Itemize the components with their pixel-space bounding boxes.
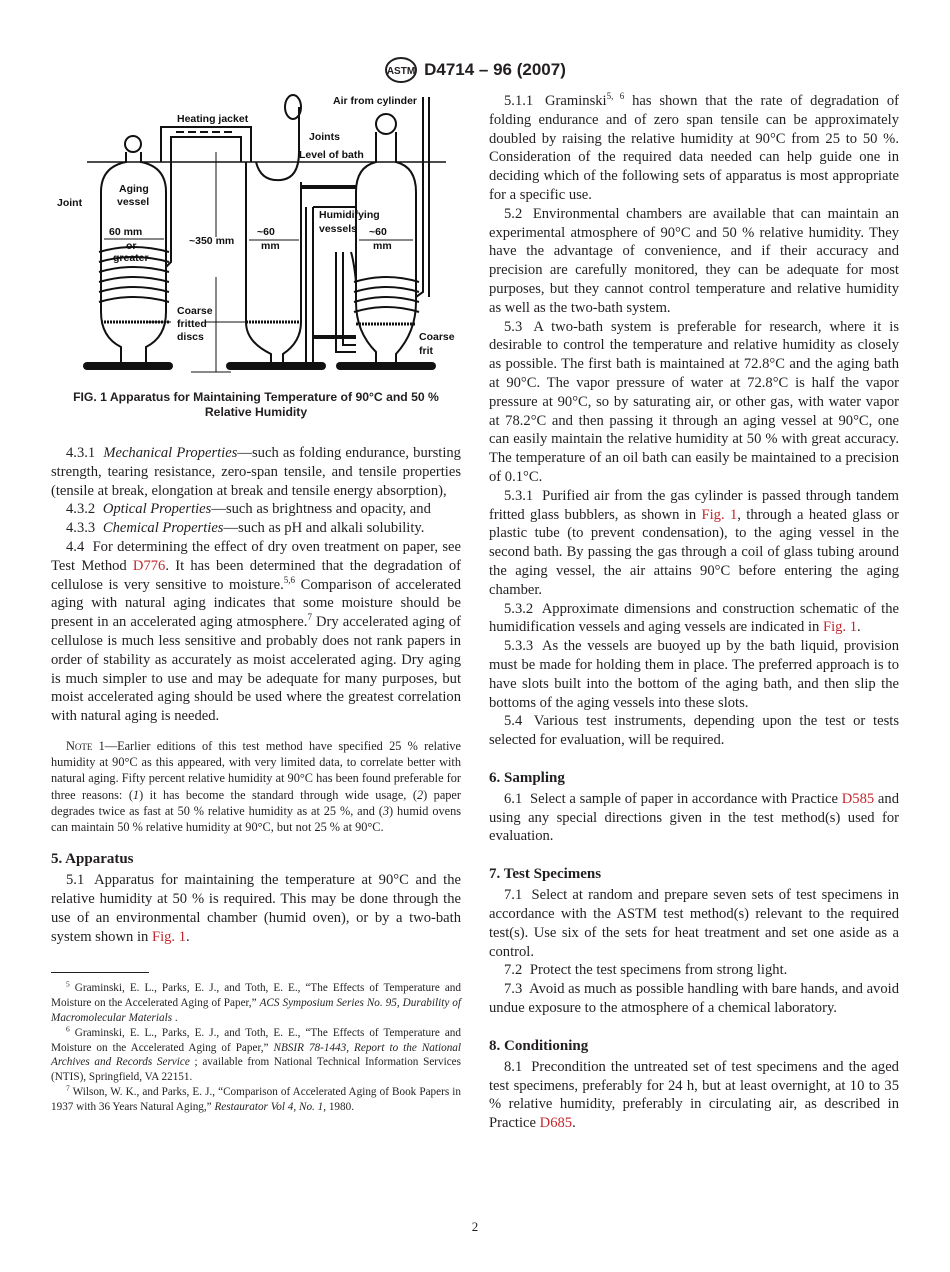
paragraph-5-2: 5.2 Environmental chambers are available that can maintain an experimental atmosphere of 90°C and 50 % relative humidity. They have the advantage of convenience, and if their accuracy and precision are carefully monitored, they can be adequate for most purposes, but they cannot control temperature and relative humidity as well as the two-bath system.	[489, 205, 900, 316]
svg-text:fritted: fritted	[177, 318, 207, 330]
svg-text:frit: frit	[419, 345, 433, 357]
paragraph-8-1: 8.1 Precondition the untreated set of test specimens and the aged test specimens, preferably for 24 h, but at least overnight, at 10 to 35 % relative humidity, preferably in circulating air, as described in Practice D685.	[489, 1058, 899, 1132]
svg-text:vessel: vessel	[117, 196, 150, 208]
footnote-6: $^6$ Graminski, E. L., Parks, E. J., and Toth, E. E., “The Effects of Temperature and Moisture on the Accelerated Aging of Paper,” NBSIR 78-1443, Report to the National Archives and Records Service ; available from National Technical Information Services (NTIS), Springfield, VA 22151.	[51, 1024, 462, 1084]
svg-text:mm: mm	[373, 240, 392, 252]
svg-text:~350 mm: ~350 mm	[189, 235, 235, 247]
link-d776[interactable]: D776	[132, 557, 166, 574]
paragraph-5-1-1: 5.1.1 Graminski$^{5, 6}$ has shown that the rate of degradation of folding endurance and of zero span tensile can be approximately doubled by raising the relative humidity at 90°C from 25 to 50 %. Consideration of the required data needed can help guide one in deciding which of the following sets of apparatus is most appropriate for a specific use.	[489, 91, 900, 203]
svg-text:Aging: Aging	[119, 183, 149, 195]
link-fig-1[interactable]: Fig. 1	[822, 619, 858, 636]
section-heading-apparatus: 5. Apparatus	[51, 851, 134, 868]
link-fig-1[interactable]: Fig. 1	[151, 928, 187, 945]
page-number: 2	[471, 1219, 479, 1234]
paragraph-4-3-2: 4.3.2 Optical Properties—such as brightness and opacity, and	[66, 501, 431, 518]
paragraph-5-3-2: 5.3.2 Approximate dimensions and construction schematic of the humidification vessels and aging vessels are indicated in Fig. 1.	[489, 600, 899, 636]
paragraph-7-3: 7.3 Avoid as much as possible handling with bare hands, and avoid undue exposure to the atmosphere of a chemical laboratory.	[489, 981, 899, 1017]
svg-text:Heating jacket: Heating jacket	[177, 113, 249, 125]
paragraph-6-1: 6.1 Select a sample of paper in accordance with Practice D585 and using any special directions given in the test method(s) used for evaluation.	[489, 790, 899, 845]
link-d685[interactable]: D685	[539, 1115, 573, 1132]
page-header	[0, 56, 950, 84]
section-heading-conditioning: 8. Conditioning	[489, 1037, 589, 1054]
svg-text:~60: ~60	[257, 226, 275, 238]
svg-text:Humidifying: Humidifying	[319, 209, 380, 221]
svg-text:Joints: Joints	[309, 131, 340, 143]
svg-text:discs: discs	[177, 331, 204, 343]
link-d585[interactable]: D585	[841, 790, 875, 807]
paragraph-5-3-1: 5.3.1 Purified air from the gas cylinder is passed through tandem fritted glass bubblers, as shown in Fig. 1, through a heated glass or plastic tube (to prevent condensation), to the aging vessel in the second bath. By passing the gas through a coil of glass tubing around the aging vessel, the air attains 90°C before entering the aging chamber.	[489, 487, 900, 598]
svg-text:Level of bath: Level of bath	[299, 149, 364, 161]
paragraph-4-3-3: 4.3.3 Chemical Properties—such as pH and alkali solubility.	[66, 520, 425, 537]
svg-text:Coarse: Coarse	[177, 305, 213, 317]
right-column	[489, 92, 899, 1133]
paragraph-4-4: 4.4 For determining the effect of dry oven treatment on paper, see Test Method D776. It has been determined that the degradation of cellulose is very sensitive to moisture.$^{5,6}$ Comparison of accelerated aging with natural aging indicates that some moisture should be present in an accelerated aging atmosphere.$^7$ Dry accelerated aging of cellulose is much less sensitive and probably does not rank papers in order of stability as accurately as moist accelerated aging. Dry aging is much simpler to use and may be adequate for many purposes, but moist accelerated aging should be used where the greatest correlation with natural aging is needed.	[51, 538, 461, 725]
footnote-7: $^7$ Wilson, W. K., and Parks, E. J., “Comparison of Accelerated Aging of Book Papers in 1937 with 36 Years Natural Aging,” Restaurator Vol 4, No. 1, 1980.	[51, 1083, 461, 1113]
svg-text:Air from cylinder: Air from cylinder	[333, 95, 418, 107]
section-heading-test-specimens: 7. Test Specimens	[489, 866, 602, 883]
astm-logo-icon	[384, 56, 418, 84]
paragraph-4-3-1: 4.3.1 Mechanical Properties—such as folding endurance, bursting strength, tearing resistance, zero-span tensile, and tensile properties (tensile at break, elongation at break and tensile energy absorption),	[51, 445, 461, 499]
svg-text:or: or	[126, 240, 137, 252]
document-id: D4714 – 96 (2007)	[424, 60, 566, 79]
paragraph-5-3: 5.3 A two-bath system is preferable for research, where it is desirable to control the temperature and relative humidity as closely as possible. The first bath is maintained at 72.8°C and the aging bath at 90°C. The vapor pressure of water at 72.8°C is half the vapor pressure at 90°C, so by saturating air, or other gas, with water vapor at 78.2°C and then passing it through an aging vessel at 90°C, one can easily maintain the relative humidity at 50 % with great accuracy. The temperature of an oil bath can easily be maintained to a precision of 0.1°C.	[489, 318, 899, 485]
svg-text:Joint: Joint	[57, 197, 83, 209]
paragraph-5-3-3: 5.3.3 As the vessels are buoyed up by the bath liquid, provision must be made for holding them in place. The preferred approach is to have slots built into the bottom of the aging bath, and then slip the bottoms of the aging vessels into these slots.	[489, 638, 900, 711]
paragraph-5-1: 5.1 Apparatus for maintaining the temperature at 90°C and the relative humidity at 50 % is required. This may be done through the use of an environmental chamber (humid oven), or by a two-bath system shown in Fig. 1.	[51, 872, 461, 945]
paragraph-7-1: 7.1 Select at random and prepare seven sets of test specimens in accordance with the ASTM test method(s) relevant to the required test(s). Use six of the sets for heat treatment and set one aside as a control.	[489, 887, 899, 960]
svg-text:ASTM: ASTM	[386, 66, 416, 77]
svg-text:Coarse: Coarse	[419, 331, 455, 343]
note-1: Note 1—Earlier editions of this test method have specified 25 % relative humidity at 90°C as this appeared, with very limited data, to correlate better with natural aging. Fifty percent relative humidity at 90°C has been found preferable for three reasons: (1) it has become the standard through wide usage, (2) paper degrades twice as fast at 50 % relative humidity as at 25 %, and (3) humid ovens can maintain 50 % relative humidity at 90°C, but not 25 % at 90°C.	[51, 738, 462, 834]
footnote-divider	[51, 972, 149, 973]
figure-caption: FIG. 1 Apparatus for Maintaining Temperature of 90°C and 50 % Relative Humidity	[73, 390, 439, 419]
apparatus-diagram	[51, 92, 461, 392]
svg-text:greater: greater	[113, 252, 149, 264]
figure-1	[51, 92, 461, 392]
left-column	[51, 92, 461, 1115]
svg-text:~60: ~60	[369, 226, 387, 238]
svg-text:60 mm: 60 mm	[109, 226, 143, 238]
link-fig-1[interactable]: Fig. 1	[701, 506, 738, 523]
footnote-5: $^5$ Graminski, E. L., Parks, E. J., and Toth, E. E., “The Effects of Temperature and Moisture on the Accelerated Aging of Paper,” ACS Symposium Series No. 95, Durability of Macromolecular Materials .	[51, 979, 462, 1024]
paragraph-7-2: 7.2 Protect the test specimens from strong light.	[504, 962, 788, 979]
svg-text:vessels: vessels	[319, 223, 357, 235]
svg-text:mm: mm	[261, 240, 280, 252]
paragraph-5-4: 5.4 Various test instruments, depending upon the test or tests selected for evaluation, will be required.	[489, 713, 899, 749]
section-heading-sampling: 6. Sampling	[489, 769, 565, 786]
